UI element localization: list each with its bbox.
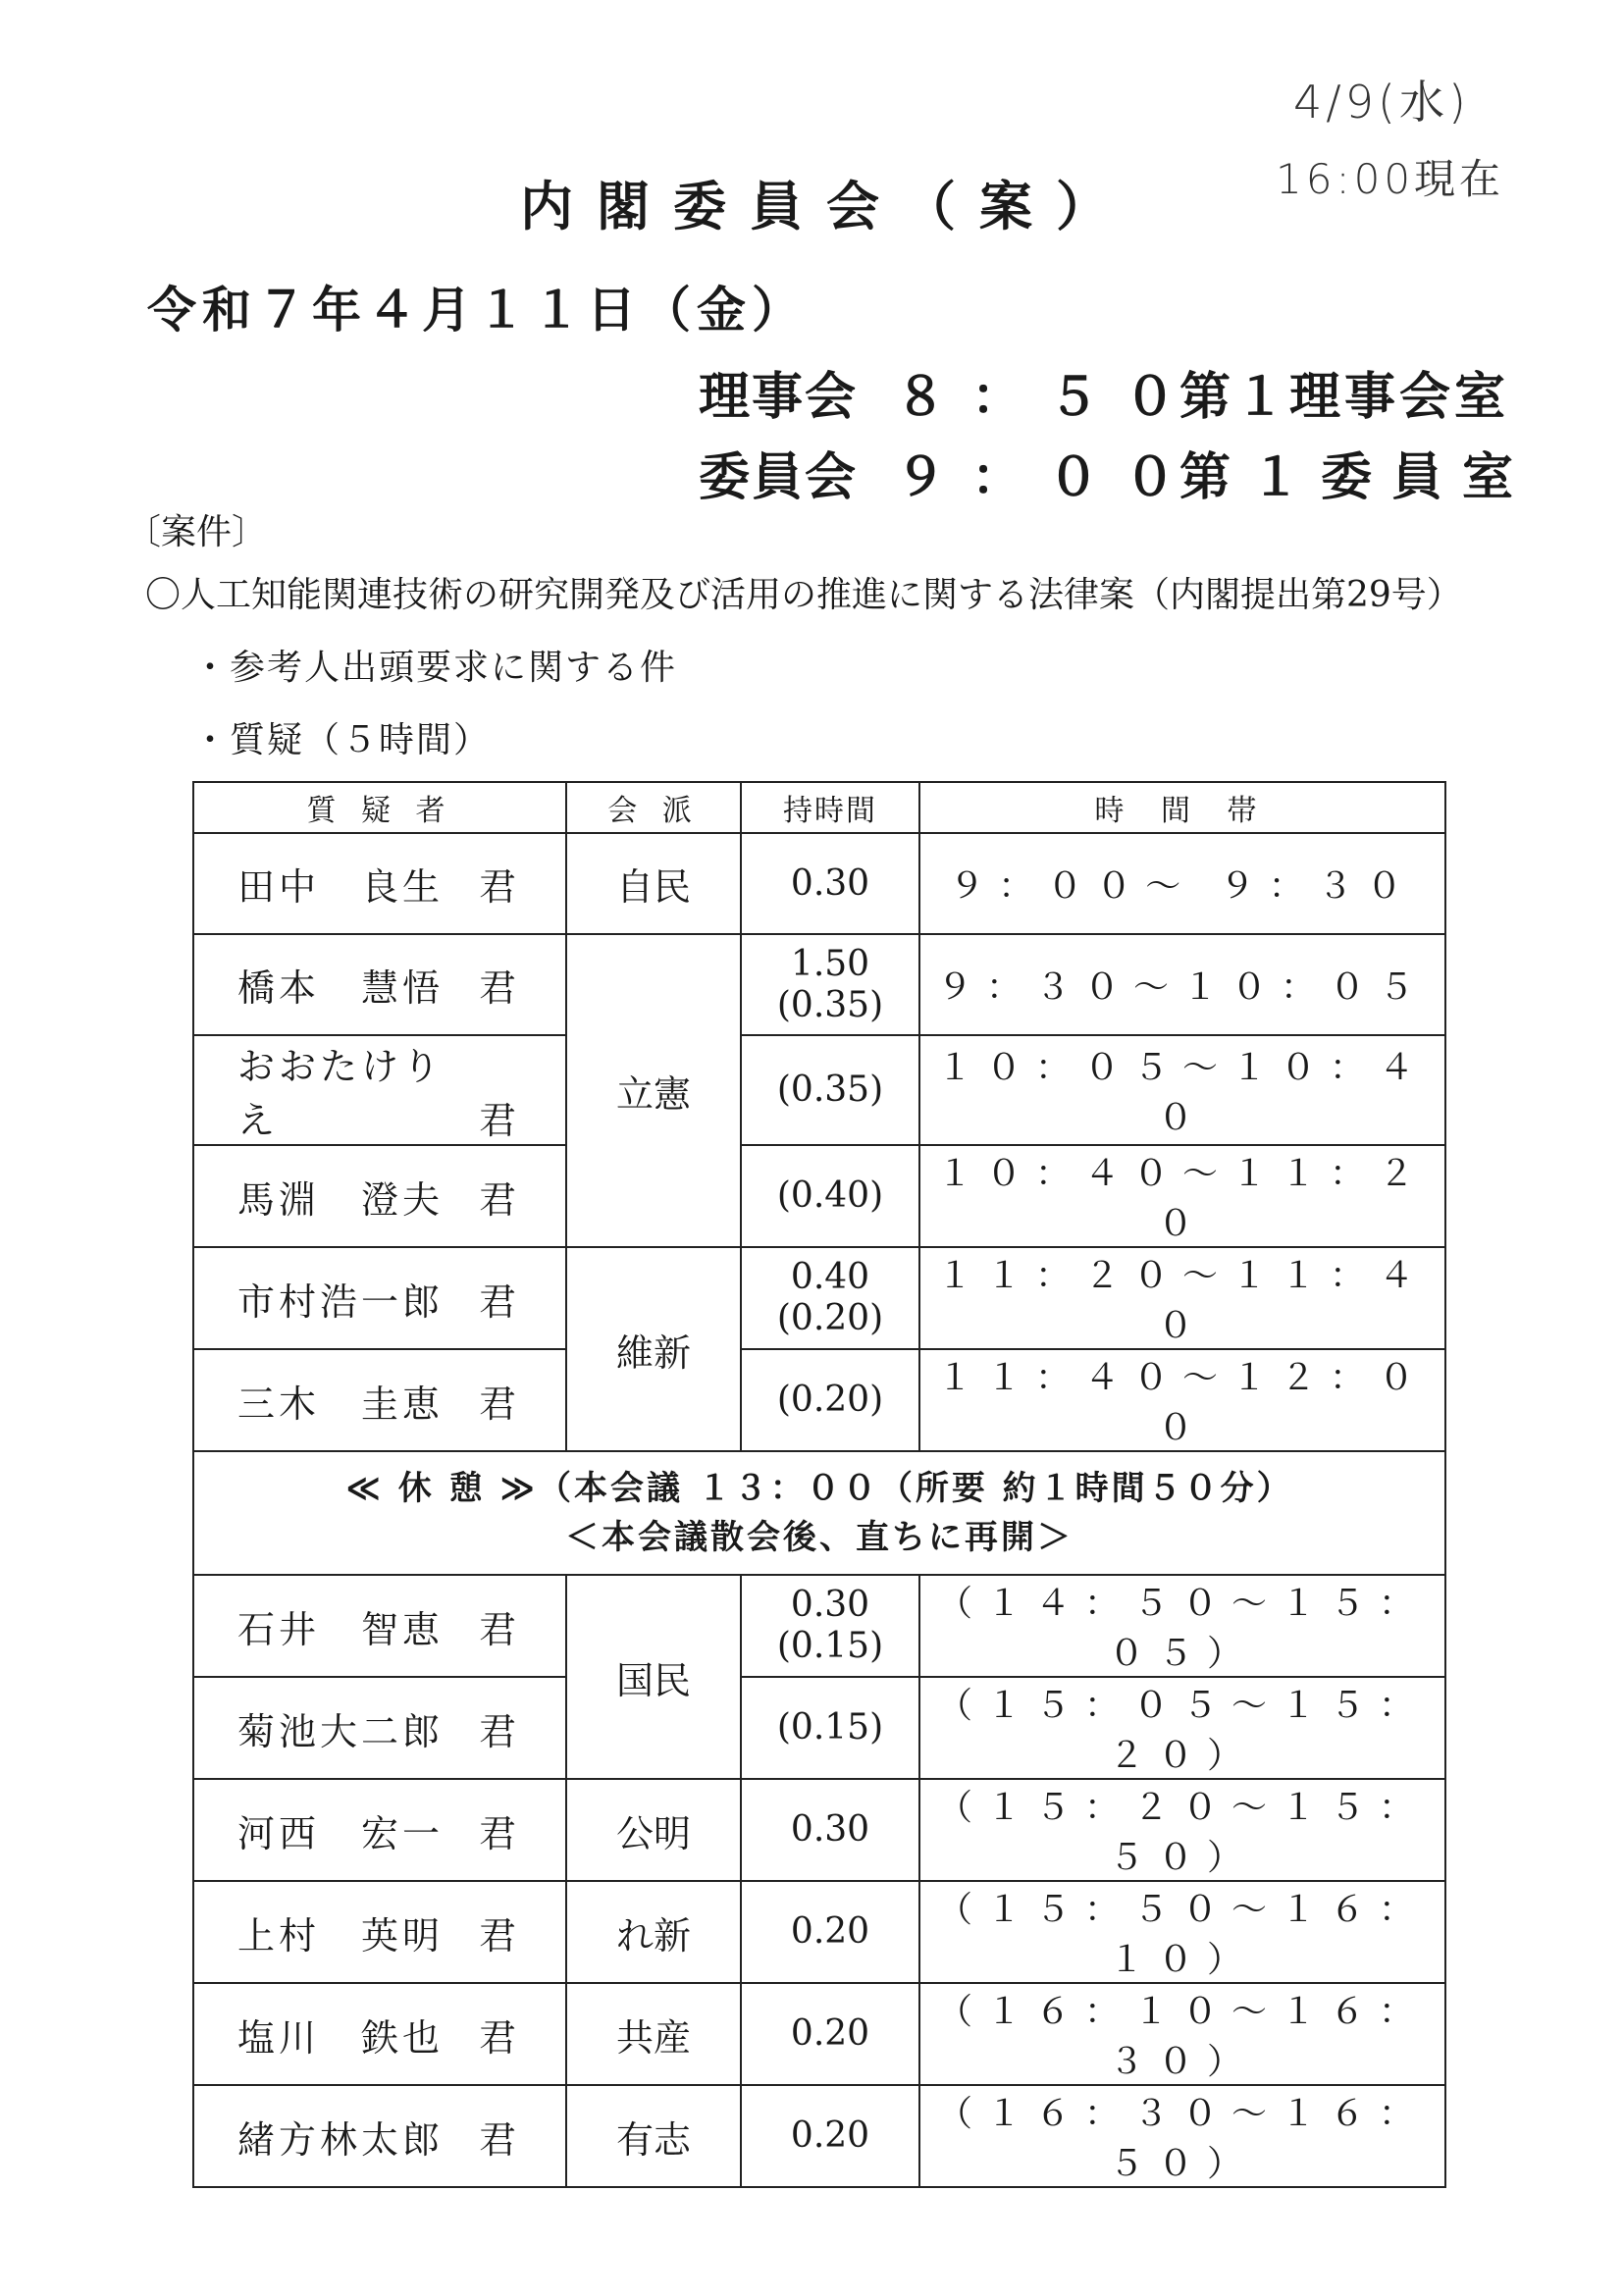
questioner-name: 馬淵 澄夫 bbox=[237, 1177, 445, 1222]
questioner-cell bbox=[193, 1035, 566, 1145]
questioner-cell bbox=[193, 2085, 566, 2187]
time-slot-cell: （１５：０５～１５：２０） bbox=[919, 1677, 1445, 1779]
questioner-name: 河西 宏一 bbox=[237, 1811, 445, 1855]
time-slot-cell: （１６：３０～１６：５０） bbox=[919, 2085, 1445, 2187]
table-header-row bbox=[193, 782, 1445, 833]
duration-cell bbox=[741, 1575, 919, 1677]
duration-total: 1.50 bbox=[790, 943, 870, 984]
table-row bbox=[193, 1035, 1445, 1145]
document-title: 内閣委員会（案） bbox=[520, 176, 1132, 237]
meeting-time: ９：００ bbox=[895, 448, 1202, 507]
time-slot-cell: （１５：２０～１５：５０） bbox=[919, 1779, 1445, 1881]
meeting-name: 理事会 bbox=[699, 368, 859, 427]
party-cell: 自民 bbox=[566, 833, 741, 934]
duration-cell: 0.20 bbox=[741, 1983, 919, 2085]
header-time-slot: 時 間 帯 bbox=[919, 782, 1445, 833]
time-slot-cell: （１６：１０～１６：３０） bbox=[919, 1983, 1445, 2085]
honorific: 君 bbox=[479, 1913, 521, 1957]
meeting-name: 委員会 bbox=[699, 448, 859, 507]
duration-cell: 0.30 bbox=[741, 833, 919, 934]
questioner-name: 田中 良生 bbox=[237, 865, 445, 909]
questioner-cell bbox=[193, 1881, 566, 1983]
table-row bbox=[193, 2085, 1445, 2187]
table-row bbox=[193, 1677, 1445, 1779]
break-row bbox=[193, 1451, 1445, 1575]
questioner-name: 菊池大二郎 bbox=[237, 1709, 445, 1753]
time-slot-cell: （１４：５０～１５：０５） bbox=[919, 1575, 1445, 1677]
table-row bbox=[193, 1575, 1445, 1677]
questioner-name: おおたけりえ bbox=[237, 1045, 445, 1142]
party-cell: 立憲 bbox=[566, 934, 741, 1247]
header-party: 会 派 bbox=[566, 782, 741, 833]
honorific: 君 bbox=[479, 1811, 521, 1855]
duration-own: (0.35) bbox=[776, 984, 884, 1025]
honorific: 君 bbox=[479, 1709, 521, 1753]
time-slot-cell: ９：３０～１０：０５ bbox=[919, 934, 1445, 1035]
honorific: 君 bbox=[479, 1099, 521, 1142]
questioner-cell bbox=[193, 833, 566, 934]
agenda-section-label: 〔案件〕 bbox=[126, 512, 268, 552]
honorific: 君 bbox=[479, 1279, 521, 1324]
board-meeting-line bbox=[699, 355, 1509, 429]
table-row bbox=[193, 1247, 1445, 1349]
break-notice: ≪ 休 憩 ≫（本会議 １３：００（所要 約１時間５０分） bbox=[345, 1469, 1293, 1508]
time-slot-cell: １０：４０～１１：２０ bbox=[919, 1145, 1445, 1247]
honorific: 君 bbox=[479, 865, 521, 909]
questioner-name: 上村 英明 bbox=[237, 1913, 445, 1957]
table-row bbox=[193, 1983, 1445, 2085]
meeting-room: 第１理事会室 bbox=[1179, 368, 1510, 427]
party-cell: 共産 bbox=[566, 1983, 741, 2085]
questioner-schedule-table bbox=[192, 781, 1446, 2188]
party-cell: 有志 bbox=[566, 2085, 741, 2187]
duration-cell: 0.30 bbox=[741, 1779, 919, 1881]
duration-cell: 0.20 bbox=[741, 1881, 919, 1983]
committee-meeting-line bbox=[699, 436, 1533, 509]
questioner-cell bbox=[193, 1779, 566, 1881]
party-cell: 公明 bbox=[566, 1779, 741, 1881]
table-row bbox=[193, 1779, 1445, 1881]
duration-cell bbox=[741, 1247, 919, 1349]
break-cell bbox=[193, 1451, 1445, 1575]
questioner-cell bbox=[193, 1983, 566, 2085]
bill-title: 〇人工知能関連技術の研究開発及び活用の推進に関する法律案（内閣提出第29号） bbox=[145, 575, 1462, 615]
duration-own: (0.15) bbox=[776, 1626, 884, 1666]
questioner-cell bbox=[193, 934, 566, 1035]
agenda-subitem: ・質疑（５時間） bbox=[192, 720, 492, 760]
table-row bbox=[193, 1349, 1445, 1451]
header-questioner: 質 疑 者 bbox=[193, 782, 566, 833]
questioner-name: 石井 智恵 bbox=[237, 1607, 445, 1651]
table-row bbox=[193, 1145, 1445, 1247]
questioner-cell bbox=[193, 1349, 566, 1451]
duration-cell: (0.40) bbox=[741, 1145, 919, 1247]
table-row bbox=[193, 833, 1445, 934]
party-cell: 維新 bbox=[566, 1247, 741, 1451]
party-cell: れ新 bbox=[566, 1881, 741, 1983]
duration-cell: 0.20 bbox=[741, 2085, 919, 2187]
meeting-room: 第１委員室 bbox=[1179, 448, 1534, 507]
honorific: 君 bbox=[479, 1177, 521, 1222]
questioner-cell bbox=[193, 1677, 566, 1779]
meeting-time: ８：５０ bbox=[895, 368, 1202, 427]
duration-total: 0.30 bbox=[790, 1585, 870, 1625]
resume-notice: ＜本会議散会後、直ちに再開＞ bbox=[565, 1518, 1074, 1557]
questioner-cell bbox=[193, 1247, 566, 1349]
honorific: 君 bbox=[479, 1382, 521, 1426]
duration-cell: (0.15) bbox=[741, 1677, 919, 1779]
time-slot-cell: １０：０５～１０：４０ bbox=[919, 1035, 1445, 1145]
duration-own: (0.20) bbox=[776, 1298, 884, 1338]
party-cell: 国民 bbox=[566, 1575, 741, 1779]
time-slot-cell: １１：２０～１１：４０ bbox=[919, 1247, 1445, 1349]
agenda-subitem: ・参考人出頭要求に関する件 bbox=[192, 648, 678, 688]
questioner-cell bbox=[193, 1145, 566, 1247]
header-duration: 持時間 bbox=[741, 782, 919, 833]
time-slot-cell: １１：４０～１２：００ bbox=[919, 1349, 1445, 1451]
time-slot-cell: （１５：５０～１６：１０） bbox=[919, 1881, 1445, 1983]
duration-cell bbox=[741, 934, 919, 1035]
questioner-name: 緒方林太郎 bbox=[237, 2117, 445, 2162]
duration-cell: (0.35) bbox=[741, 1035, 919, 1145]
handwritten-status-note: 16:00現在 bbox=[1276, 155, 1505, 203]
honorific: 君 bbox=[479, 2117, 521, 2162]
questioner-name: 市村浩一郎 bbox=[237, 1279, 445, 1324]
table-row bbox=[193, 934, 1445, 1035]
time-slot-cell: ９：００～ ９：３０ bbox=[919, 833, 1445, 934]
questioner-name: 橋本 慧悟 bbox=[237, 966, 445, 1010]
honorific: 君 bbox=[479, 966, 521, 1010]
honorific: 君 bbox=[479, 1607, 521, 1651]
honorific: 君 bbox=[479, 2015, 521, 2060]
table-row bbox=[193, 1881, 1445, 1983]
duration-total: 0.40 bbox=[790, 1257, 870, 1297]
handwritten-date-note: 4/9(水) bbox=[1293, 76, 1470, 129]
meeting-date: 令和７年４月１１日（金） bbox=[147, 282, 807, 339]
duration-cell: (0.20) bbox=[741, 1349, 919, 1451]
questioner-name: 三木 圭恵 bbox=[237, 1382, 445, 1426]
questioner-cell bbox=[193, 1575, 566, 1677]
questioner-name: 塩川 鉄也 bbox=[237, 2015, 445, 2060]
